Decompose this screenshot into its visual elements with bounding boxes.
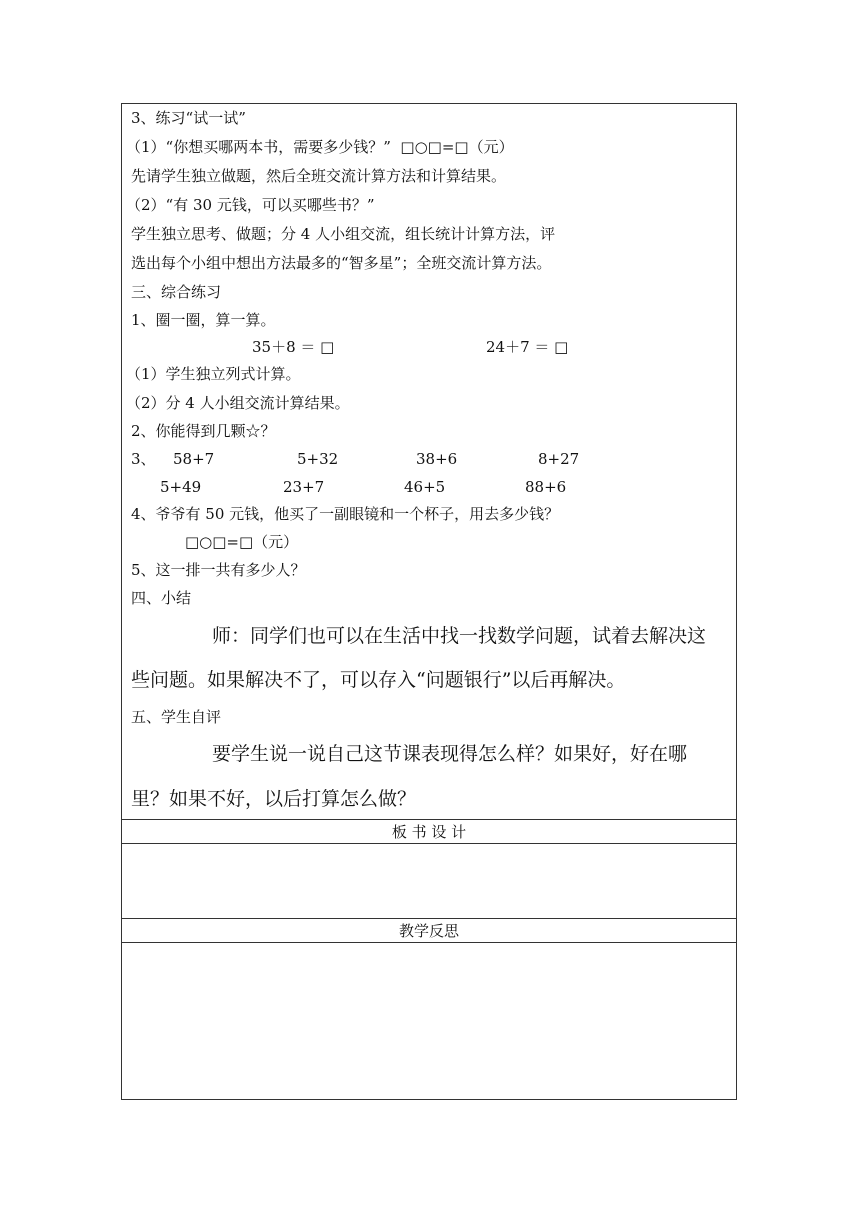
exercise-3-item: 58+7 [173,450,215,468]
row-divider [122,819,736,820]
exercise-2-title: 2、你能得到几颗☆？ [131,422,276,440]
self-evaluation-text-2: 里？如果不好，以后打算怎么做？ [131,788,417,810]
question-2: （2）“有 30 元钱，可以买哪些书？” [126,196,375,214]
instruction-1: 先请学生独立做题，然后全班交流计算方法和计算结果。 [131,167,507,185]
practice-heading: 3、练习“试一试” [131,109,246,127]
instruction-2b: 选出每个小组中想出方法最多的“智多星”；全班交流计算方法。 [131,254,552,272]
exercise-3-item: 8+27 [538,450,580,468]
exercise-3-item: 38+6 [416,450,458,468]
row-divider [122,918,736,919]
exercise-3-item: 88+6 [525,478,567,496]
exercise-4-question: 4、爷爷有 50 元钱，他买了一副眼镜和一个杯子，用去多少钱？ [131,505,560,523]
circle-exercise-right: 24＋7 ＝ □ [486,338,569,356]
exercise-3-item: 5+32 [297,450,339,468]
section-5-heading: 五、学生自评 [131,708,222,726]
exercise-3-item: 23+7 [283,478,325,496]
exercise-3-item: 46+5 [404,478,446,496]
board-design-header: 板 书 设 计 [391,823,467,841]
instruction-2a: 学生独立思考、做题；分 4 人小组交流，组长统计计算方法，评 [131,225,556,243]
exercise-1-step-2: （2）分 4 人小组交流计算结果。 [126,394,350,412]
lesson-table [121,103,737,1100]
exercise-3-label: 3、 [131,450,156,468]
exercise-5-question: 5、这一排一共有多少人？ [131,561,306,579]
exercise-1-title: 1、圈一圈，算一算。 [131,311,276,329]
row-divider [122,942,736,943]
summary-text-1: 师：同学们也可以在生活中找一找数学问题，试着去解决这 [212,625,707,647]
exercise-3-item: 5+49 [160,478,202,496]
summary-text-2: 些问题。如果解决不了，可以存入“问题银行”以后再解决。 [131,669,626,691]
circle-exercise-left: 35＋8 ＝ □ [252,338,335,356]
question-1: （1）“你想买哪两本书，需要多少钱？” □○□=□（元） [126,138,514,156]
teaching-reflection-header: 教学反思 [398,922,459,940]
exercise-1-step-1: （1）学生独立列式计算。 [126,365,301,383]
section-4-heading: 四、小结 [131,589,192,607]
section-3-heading: 三、综合练习 [131,283,222,301]
exercise-4-formula: □○□=□（元） [185,533,299,551]
self-evaluation-text-1: 要学生说一说自己这节课表现得怎么样？如果好，好在哪 [212,743,688,765]
row-divider [122,843,736,844]
